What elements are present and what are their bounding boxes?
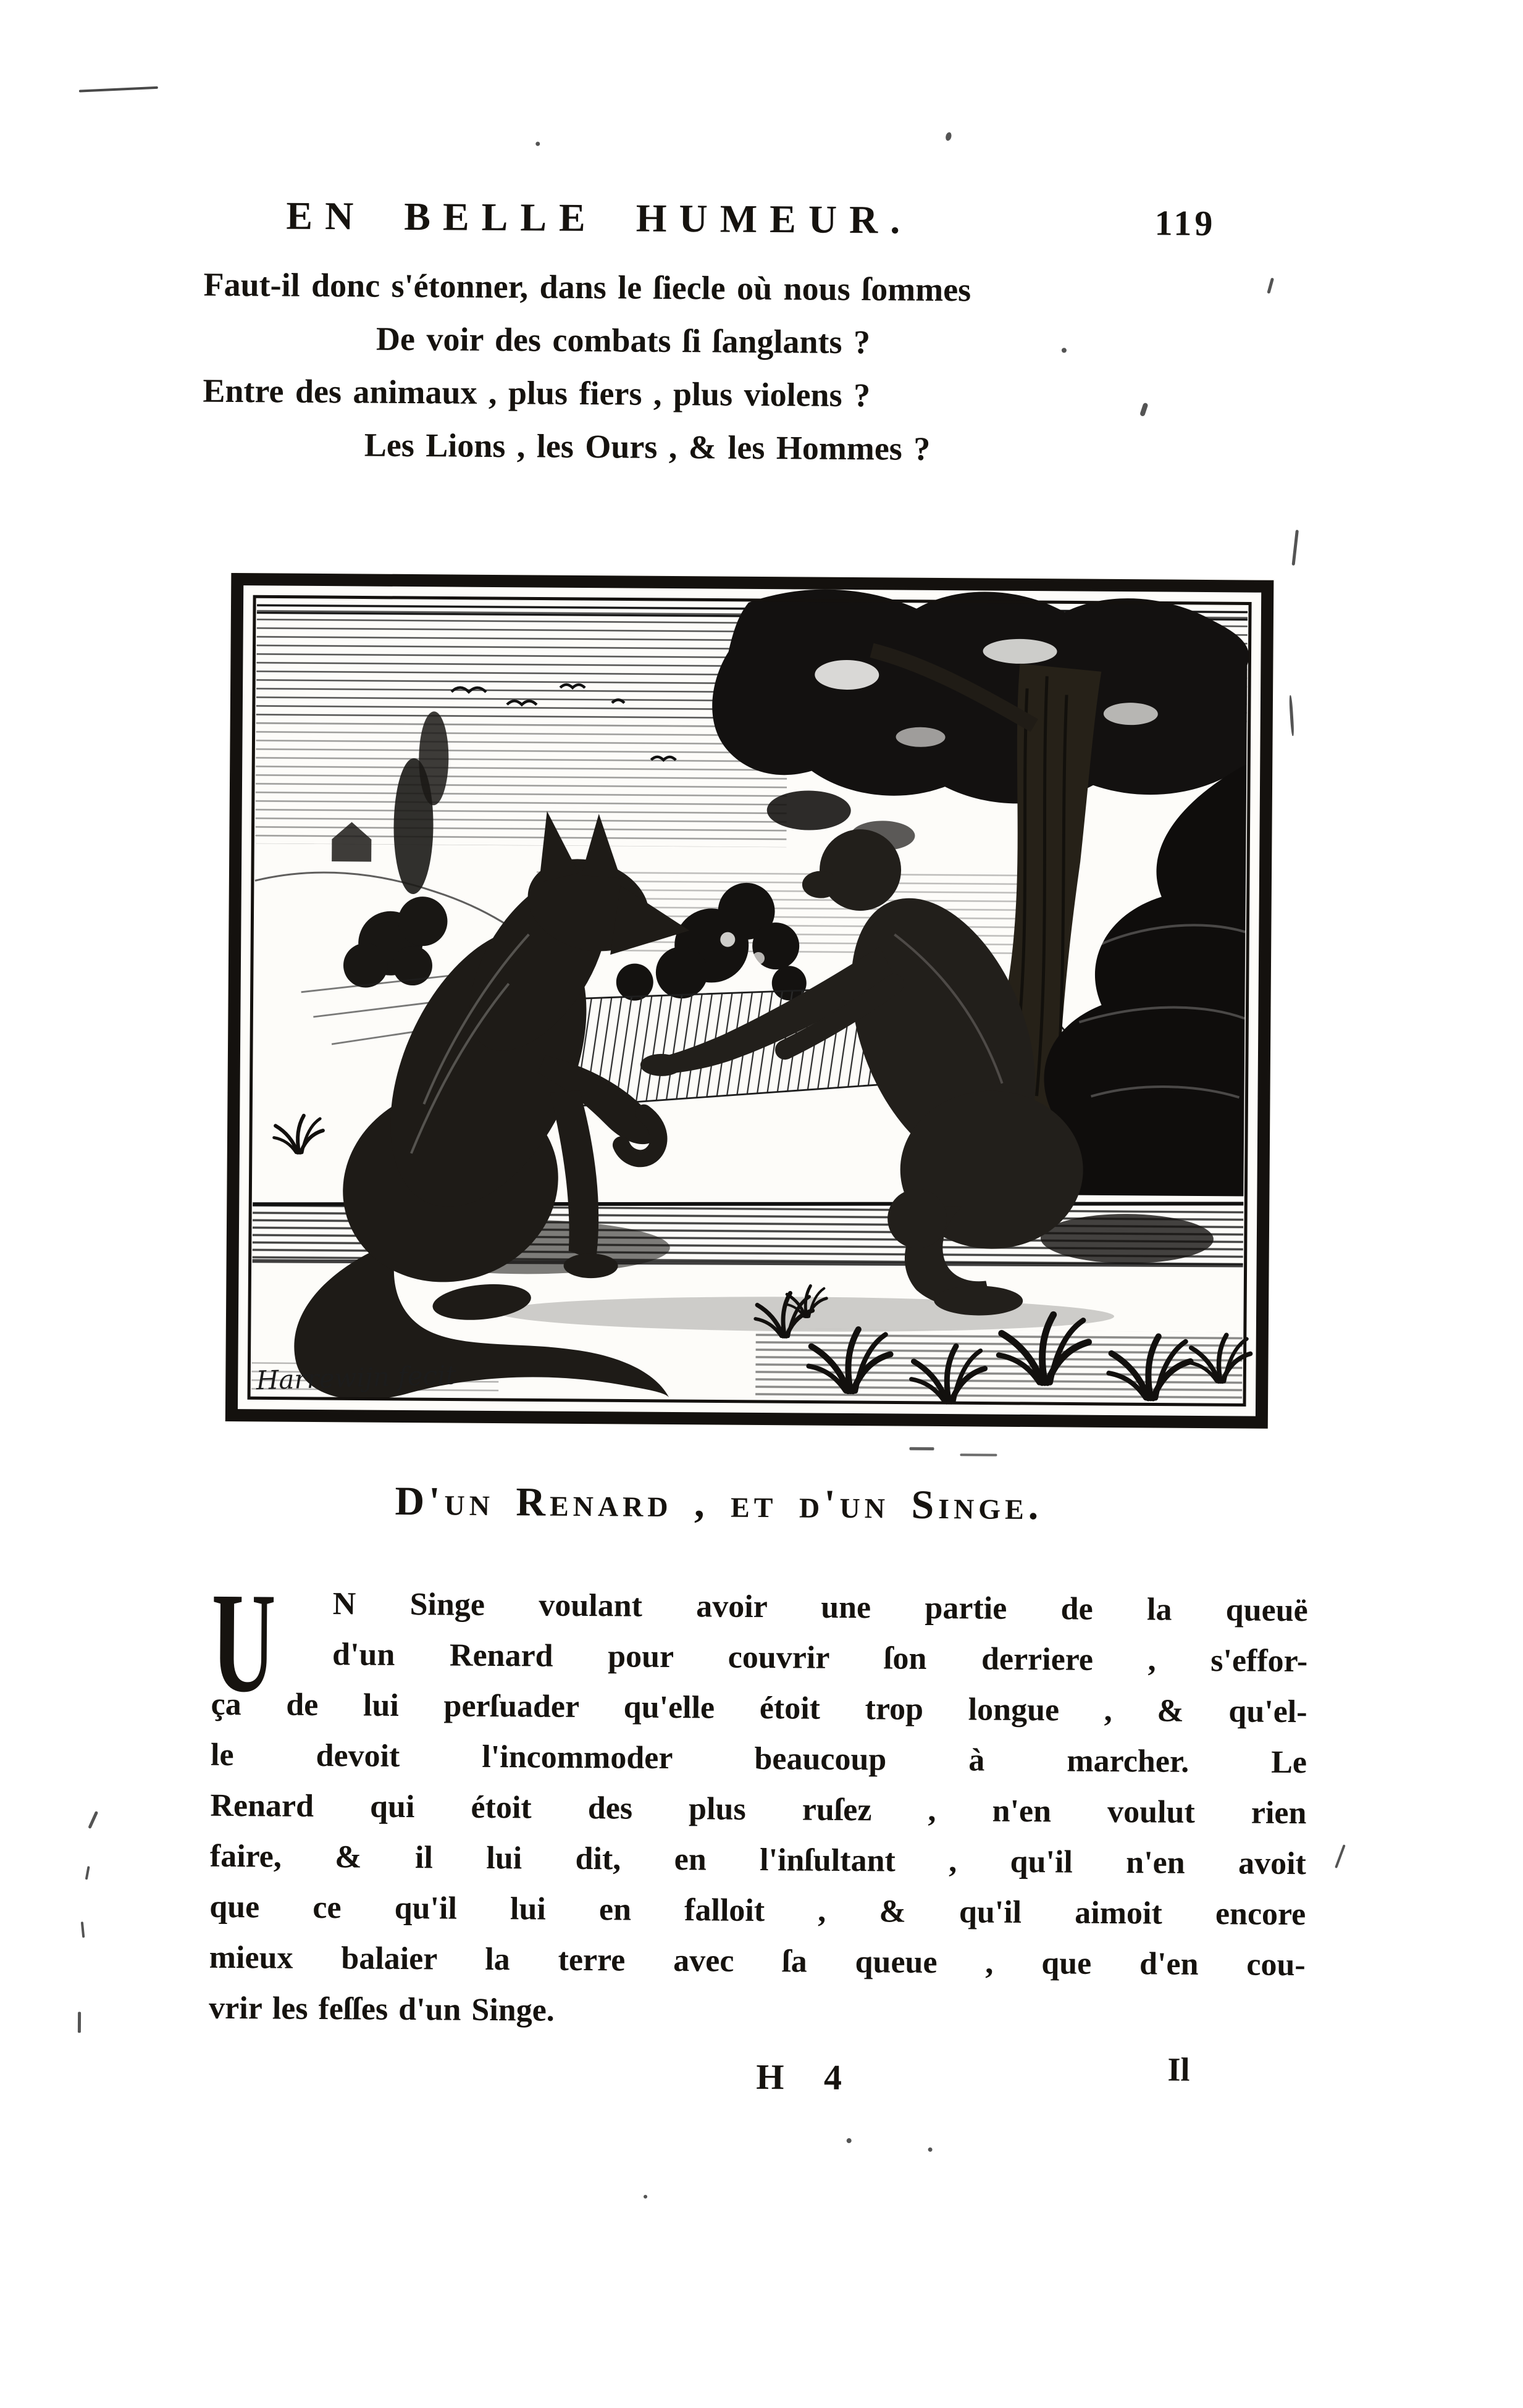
- drop-cap: U: [211, 1563, 277, 1723]
- scan-noise: [847, 2138, 852, 2143]
- body-line-8: mieux balaier la terre avec ſa queue , que d'en cou-: [209, 1939, 1306, 1983]
- engraver-signature: Harrewijn fecit: [256, 1360, 457, 1396]
- quire-signature-mark: H 4: [756, 2056, 847, 2098]
- body-line-7: que ce qu'il lui en falloit , & qu'il aimoit encore: [209, 1889, 1306, 1933]
- scan-noise: [1335, 1844, 1346, 1868]
- body-line-3: ça de lui perſuader qu'elle étoit trop longue , & qu'el-: [211, 1686, 1307, 1730]
- body-line-1: N Singe voulant avoir une partie de la queuë: [332, 1586, 1308, 1629]
- scan-noise: [78, 2012, 81, 2033]
- running-header: [286, 193, 1215, 246]
- verse-line-4: Les Lions , les Ours , & les Hommes ?: [364, 426, 931, 467]
- fox-and-monkey-engraving: [224, 572, 1275, 1430]
- scan-noise: [88, 1811, 98, 1829]
- body-line-6: faire, & il lui dit, en l'inſultant , qu'il n'en avoit: [209, 1838, 1307, 1882]
- scan-noise: [909, 1447, 934, 1450]
- scan-noise: [644, 2195, 647, 2199]
- scan-noise: [1062, 348, 1067, 353]
- scan-noise: [1292, 530, 1299, 566]
- verse-line-2: De voir des combats ſi ſanglants ?: [376, 320, 871, 361]
- body-line-4: le devoit l'incommoder beaucoup à marcher. Le: [210, 1737, 1307, 1781]
- scan-noise: [535, 141, 540, 146]
- scan-noise: [945, 132, 952, 141]
- fable-title: D'un Renard , et d'un Singe.: [395, 1478, 1043, 1529]
- body-line-9: vrir les feſſes d'un Singe.: [208, 1990, 555, 2028]
- verse-line-1: Faut-il donc s'étonner, dans le ſiecle où nous ſommes: [203, 265, 971, 309]
- catchword: Il: [1167, 2051, 1190, 2088]
- verse-line-3: Entre des animaux , plus fiers , plus violens ?: [203, 372, 871, 414]
- fable-body: [208, 1563, 1308, 2041]
- engraving-illustration: [224, 572, 1275, 1430]
- scan-noise: [1289, 695, 1294, 736]
- verse-block: [202, 265, 1303, 485]
- scan-noise: [928, 2147, 933, 2152]
- body-line-2: d'un Renard pour couvrir ſon derriere , s'effor-: [332, 1637, 1308, 1679]
- scan-noise: [81, 1921, 85, 1938]
- page-number: 119: [1154, 203, 1216, 244]
- body-line-5: Renard qui étoit des plus ruſez , n'en voulut rien: [210, 1787, 1307, 1831]
- scan-noise: [85, 1866, 90, 1879]
- scan-noise: [960, 1453, 997, 1456]
- running-header-title: EN BELLE HUMEUR.: [286, 193, 913, 242]
- scan-noise: [79, 86, 158, 93]
